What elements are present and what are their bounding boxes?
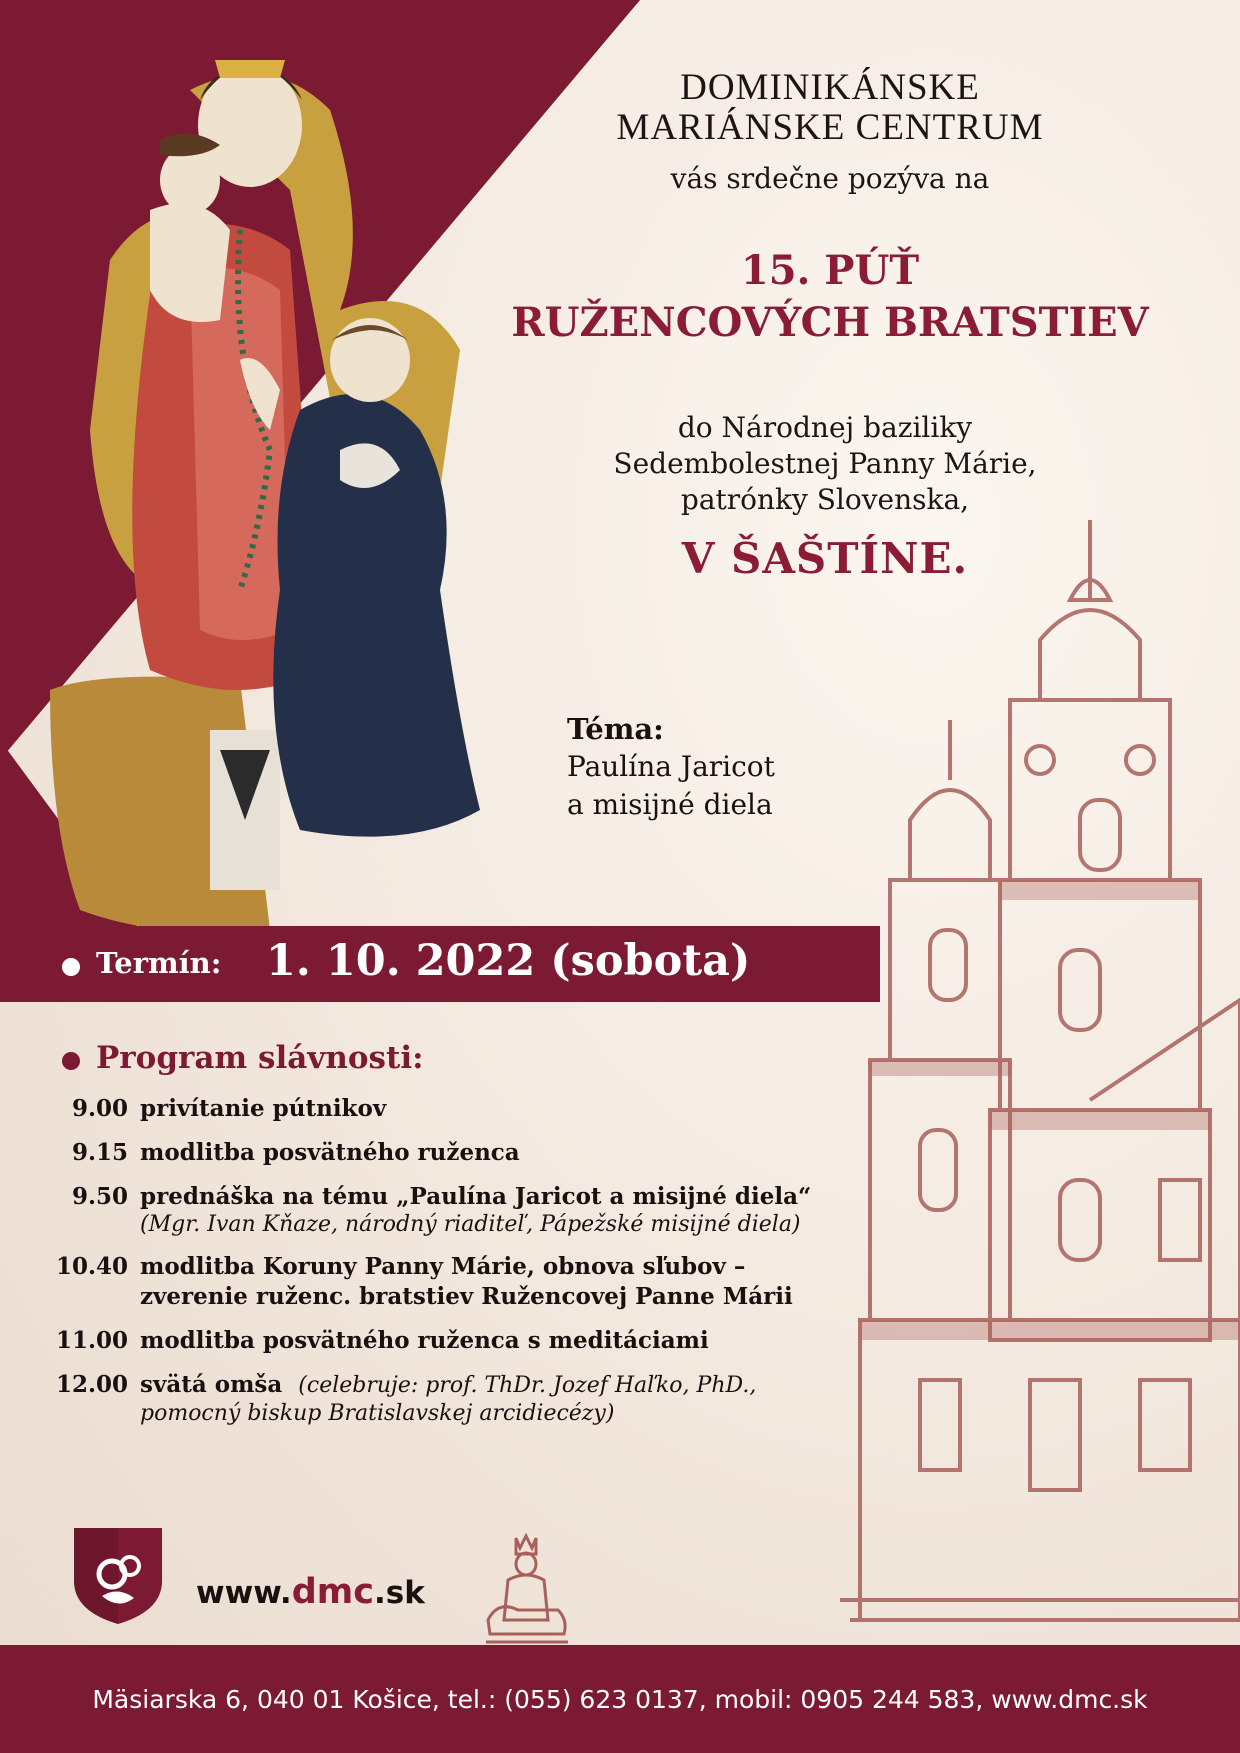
theme-line1: Paulína Jaricot [567, 750, 775, 783]
program-item [40, 1182, 820, 1238]
king-statue-icon [478, 1530, 574, 1650]
program-text-main: prednáška na tému „Paulína Jaricot a misijné diela“ [140, 1183, 812, 1210]
org-name-line2: MARIÁNSKE CENTRUM [616, 107, 1044, 148]
place-line1: do Národnej baziliky [677, 411, 973, 444]
website-link[interactable] [196, 1572, 425, 1612]
program-time: 9.50 [71, 1183, 128, 1210]
place-name: V ŠAŠTÍNE. [681, 534, 969, 583]
program-time: 11.00 [55, 1327, 128, 1354]
program-time: 10.40 [55, 1253, 128, 1280]
program-text-sub: pomocný biskup Bratislavskej arcidiecézy) [140, 1401, 615, 1426]
program-text [140, 1182, 811, 1238]
program-text [140, 1326, 709, 1356]
website-prefix: www. [196, 1575, 292, 1611]
program-item [40, 1252, 820, 1312]
program-item [40, 1138, 820, 1168]
event-title-line2: RUŽENCOVÝCH BRATSTIEV [511, 299, 1149, 346]
theme-line2: a misijné diela [567, 788, 773, 821]
program-text-sub: zverenie ruženc. bratstiev Ružencovej Panne Márii [140, 1283, 793, 1310]
program-item [40, 1094, 820, 1124]
program-text [140, 1138, 520, 1168]
invite-text: vás srdečne pozýva na [670, 162, 990, 195]
website-mid: dmc [291, 1572, 374, 1612]
theme-label: Téma: [567, 712, 664, 746]
place-line2: Sedembolestnej Panny Márie, [613, 447, 1037, 480]
program-item [40, 1326, 820, 1356]
program-time: 9.15 [71, 1139, 128, 1166]
program-text-main: modlitba posvätného ruženca [140, 1139, 520, 1166]
footer-contact: Mäsiarska 6, 040 01 Košice, tel.: (055) 623 0137, mobil: 0905 244 583, www.dmc.sk [92, 1684, 1148, 1714]
program-text [140, 1252, 793, 1312]
program-text-sub: (Mgr. Ivan Kňaze, národný riaditeľ, Pápežské misijné diela) [140, 1212, 801, 1237]
place-block [560, 410, 1090, 583]
bullet-icon [62, 1052, 80, 1070]
place-line3: patrónky Slovenska, [680, 483, 970, 516]
bullet-icon [62, 958, 80, 976]
program-text [140, 1094, 386, 1124]
program-text-note: (celebruje: prof. ThDr. Jozef Haľko, PhD., [298, 1373, 757, 1398]
program-text [140, 1370, 756, 1427]
org-name-line1: DOMINIKÁNSKE [680, 67, 980, 108]
program-text-main: modlitba Koruny Panny Márie, obnova sľubov – [140, 1253, 746, 1280]
program-text-main: svätá omša [140, 1371, 283, 1398]
theme-block [567, 710, 967, 824]
website-suffix: .sk [374, 1575, 425, 1611]
program-item [40, 1370, 820, 1427]
event-title-line1: 15. PÚŤ [740, 247, 920, 294]
term-date: 1. 10. 2022 (sobota) [266, 936, 751, 986]
shield-logo-icon [72, 1526, 164, 1626]
program-time: 12.00 [55, 1371, 128, 1398]
footer-bar [0, 1645, 1240, 1753]
header-block [480, 68, 1180, 349]
program-title: Program slávnosti: [96, 1040, 424, 1076]
term-label: Termín: [96, 946, 222, 980]
program-text-main: privítanie pútnikov [140, 1095, 387, 1122]
program-text-main: modlitba posvätného ruženca s meditáciami [140, 1327, 709, 1354]
program-list [40, 1094, 820, 1427]
program-time: 9.00 [71, 1095, 128, 1122]
